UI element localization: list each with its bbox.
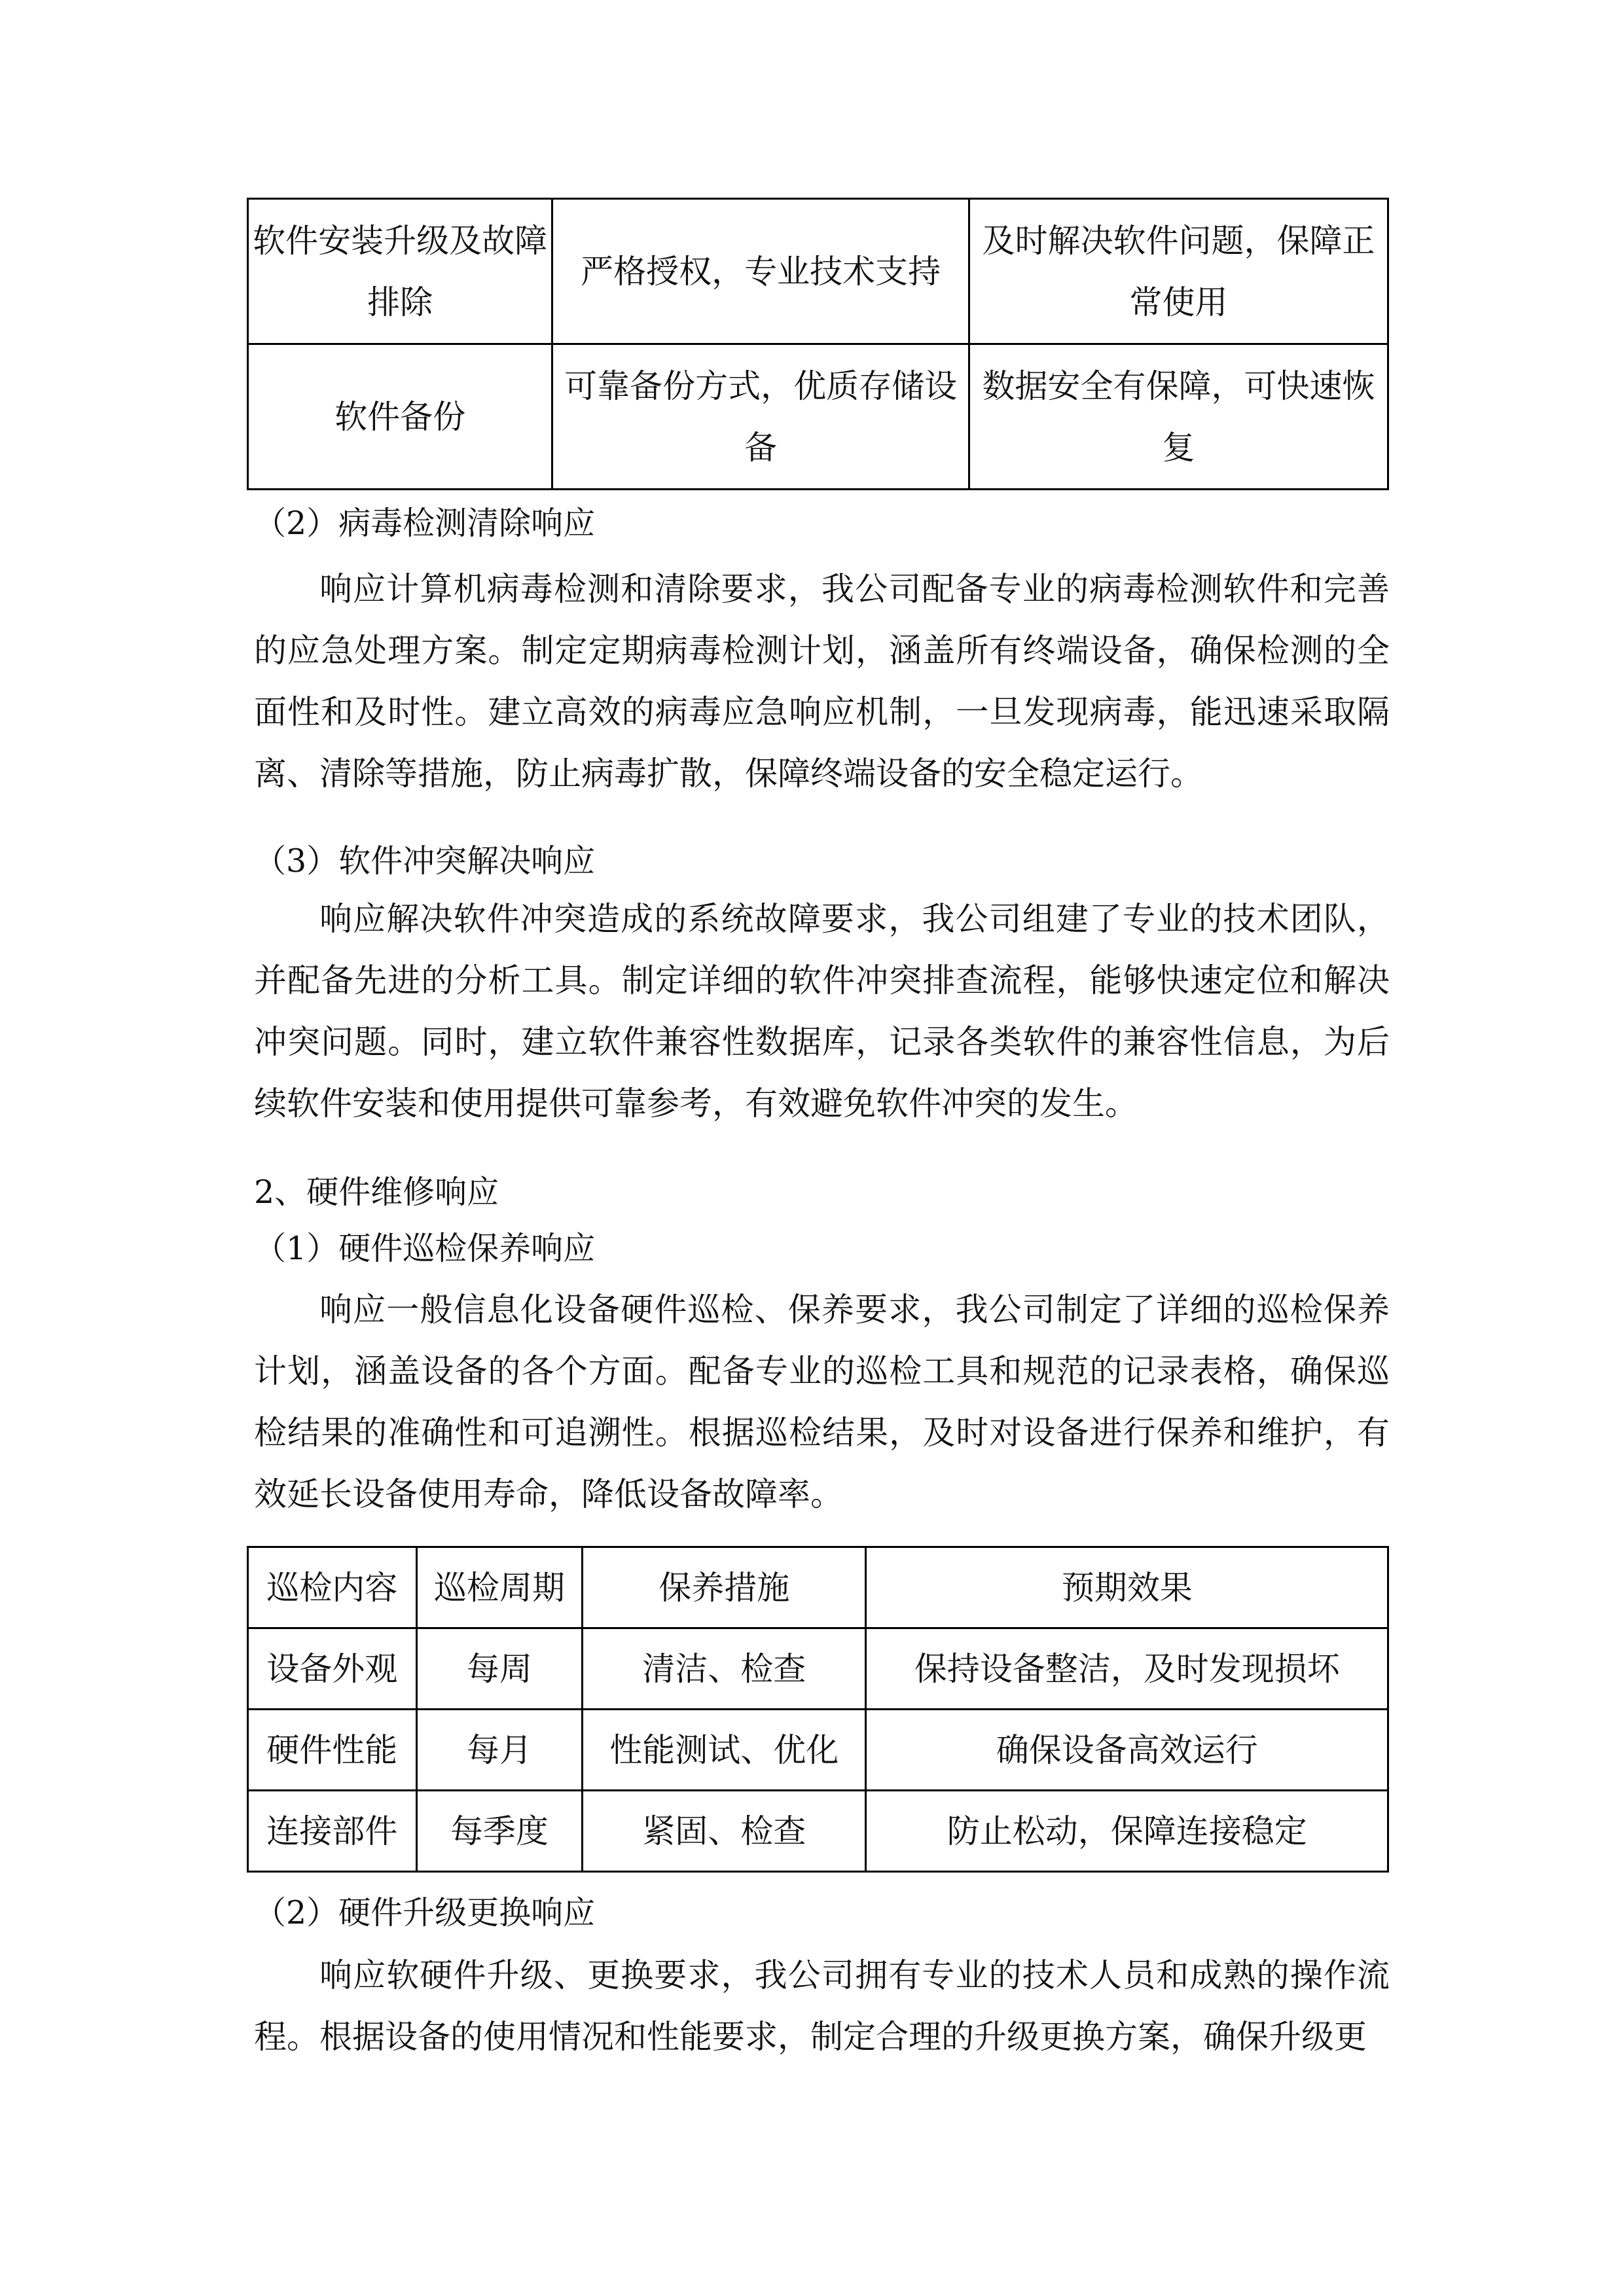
table-cell: 软件安装升级及故障排除 (248, 199, 552, 344)
paragraph-virus: 响应计算机病毒检测和清除要求，我公司配备专业的病毒检测软件和完善的应急处理方案。制定定期病毒检测计划，涵盖所有终端设备，确保检测的全面性和及时性。建立高效的病毒应急响应机制，一旦发现病毒，能迅速采取隔离、清除等措施，防止病毒扩散，保障终端设备的安全稳定运行。 (254, 570, 1390, 793)
inspection-table (247, 1546, 1389, 1873)
table-cell: 可靠备份方式，优质存储设备 (552, 344, 969, 490)
section-heading-virus: （2）病毒检测清除响应 (254, 505, 596, 542)
table-cell: 及时解决软件问题，保障正常使用 (969, 199, 1388, 344)
table-cell: 每周 (416, 1628, 583, 1710)
table-cell: 硬件性能 (248, 1710, 417, 1791)
table-row (248, 1710, 1388, 1791)
software-service-table (247, 198, 1389, 490)
table-cell: 连接部件 (248, 1791, 417, 1872)
table-cell: 每月 (416, 1710, 583, 1791)
table-cell: 严格授权，专业技术支持 (552, 199, 969, 344)
section-heading-upgrade: （2）硬件升级更换响应 (254, 1894, 596, 1931)
paragraph-conflict: 响应解决软件冲突造成的系统故障要求，我公司组建了专业的技术团队，并配备先进的分析工具。制定详细的软件冲突排查流程，能够快速定位和解决冲突问题。同时，建立软件兼容性数据库，记录各类软件的兼容性信息，为后续软件安装和使用提供可靠参考，有效避免软件冲突的发生。 (254, 900, 1390, 1122)
section-heading-inspection: （1）硬件巡检保养响应 (254, 1230, 596, 1267)
table-cell: 保持设备整洁，及时发现损坏 (866, 1628, 1388, 1710)
table-cell: 防止松动，保障连接稳定 (866, 1791, 1388, 1872)
column-header: 巡检内容 (248, 1547, 417, 1628)
table-row (248, 199, 1388, 344)
table-cell: 清洁、检查 (583, 1628, 866, 1710)
paragraph-upgrade: 响应软硬件升级、更换要求，我公司拥有专业的技术人员和成熟的操作流程。根据设备的使用情况和性能要求，制定合理的升级更换方案，确保升级更 (254, 1956, 1390, 2056)
table-cell: 数据安全有保障，可快速恢复 (969, 344, 1388, 490)
column-header: 巡检周期 (416, 1547, 583, 1628)
table-header-row (248, 1547, 1388, 1628)
table-row (248, 1628, 1388, 1710)
table-cell: 性能测试、优化 (583, 1710, 866, 1791)
table-cell: 每季度 (416, 1791, 583, 1872)
table-cell: 确保设备高效运行 (866, 1710, 1388, 1791)
table-row (248, 344, 1388, 490)
table-row (248, 1791, 1388, 1872)
section-heading-conflict: （3）软件冲突解决响应 (254, 842, 596, 880)
column-header: 预期效果 (866, 1547, 1388, 1628)
table-cell: 紧固、检查 (583, 1791, 866, 1872)
paragraph-inspection: 响应一般信息化设备硬件巡检、保养要求，我公司制定了详细的巡检保养计划，涵盖设备的各个方面。配备专业的巡检工具和规范的记录表格，确保巡检结果的准确性和可追溯性。根据巡检结果，及时对设备进行保养和维护，有效延长设备使用寿命，降低设备故障率。 (254, 1291, 1390, 1513)
table-cell: 设备外观 (248, 1628, 417, 1710)
column-header: 保养措施 (583, 1547, 866, 1628)
table-cell: 软件备份 (248, 344, 552, 490)
section-heading-hardware: 2、硬件维修响应 (254, 1174, 499, 1211)
